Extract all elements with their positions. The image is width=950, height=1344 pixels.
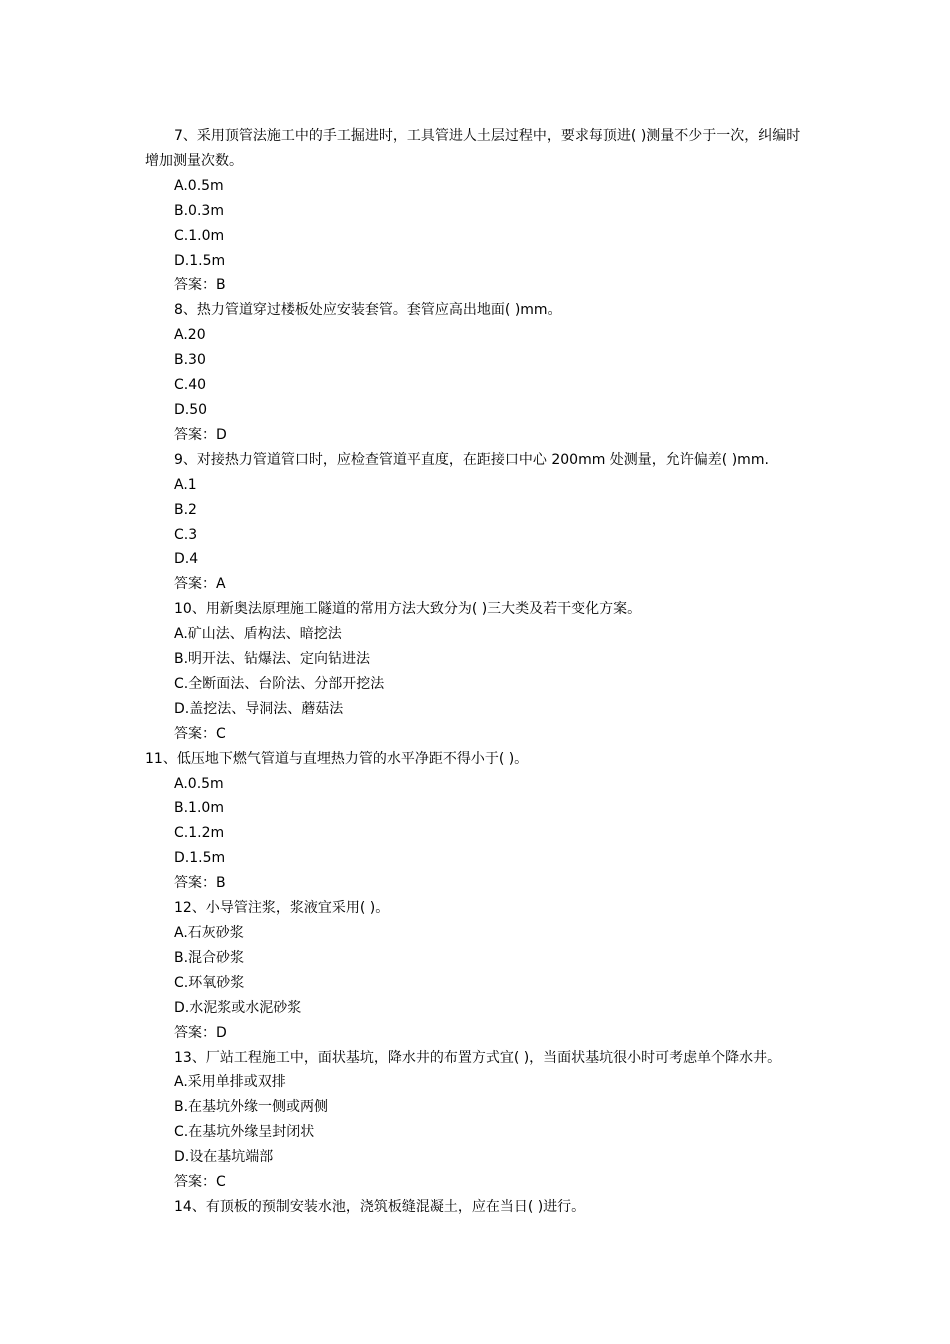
option-7-b: B.0.3m xyxy=(174,202,224,219)
option-9-a: A.1 xyxy=(174,476,197,493)
answer-8: 答案：D xyxy=(174,426,227,443)
answer-10: 答案：C xyxy=(174,725,226,742)
answer-13: 答案：C xyxy=(174,1174,226,1191)
option-10-c: C.全断面法、台阶法、分部开挖法 xyxy=(174,675,385,692)
option-9-d: D.4 xyxy=(174,551,199,568)
question-stem-12: 12、小导管注浆，浆液宜采用( )。 xyxy=(174,900,390,917)
option-10-a: A.矿山法、盾构法、暗挖法 xyxy=(174,626,342,643)
question-stem-8: 8、热力管道穿过楼板处应安装套管。套管应高出地面( )mm。 xyxy=(174,302,562,319)
option-12-b: B.混合砂浆 xyxy=(174,949,245,966)
option-11-a: A.0.5m xyxy=(174,775,224,792)
option-7-c: C.1.0m xyxy=(174,227,225,244)
option-7-d: D.1.5m xyxy=(174,252,226,269)
question-stem-7: 7、采用顶管法施工中的手工掘进时，工具管进人土层过程中，要求每顶进( )测量不少于一次，纠编时增加测量次数。 xyxy=(145,128,801,169)
question-stem-14: 14、有顶板的预制安装水池，浇筑板缝混凝土，应在当日( )进行。 xyxy=(174,1198,586,1215)
option-8-b: B.30 xyxy=(174,352,206,369)
question-stem-11: 11、低压地下燃气管道与直埋热力管的水平净距不得小于( )。 xyxy=(145,750,529,767)
answer-7: 答案：B xyxy=(174,277,226,294)
option-13-b: B.在基坑外缘一侧或两侧 xyxy=(174,1099,329,1116)
option-7-a: A.0.5m xyxy=(174,177,224,194)
option-12-c: C.环氧砂浆 xyxy=(174,974,245,991)
option-11-b: B.1.0m xyxy=(174,800,224,817)
option-10-d: D.盖挖法、导洞法、蘑菇法 xyxy=(174,700,344,717)
answer-9: 答案：A xyxy=(174,576,226,593)
option-11-c: C.1.2m xyxy=(174,825,225,842)
option-10-b: B.明开法、钻爆法、定向钻进法 xyxy=(174,651,371,668)
option-13-a: A.采用单排或双排 xyxy=(174,1074,286,1091)
question-stem-9: 9、对接热力管道管口时，应检查管道平直度，在距接口中心 200mm 处测量，允许偏差( )mm. xyxy=(174,451,769,468)
option-9-b: B.2 xyxy=(174,501,197,518)
option-8-c: C.40 xyxy=(174,377,207,394)
option-13-d: D.设在基坑端部 xyxy=(174,1149,274,1166)
question-list xyxy=(145,124,810,1220)
question-stem-13: 13、厂站工程施工中，面状基坑，降水井的布置方式宜( )，当面状基坑很小时可考虑单个降水井。 xyxy=(174,1049,782,1066)
option-9-c: C.3 xyxy=(174,526,198,543)
question-stem-10: 10、用新奥法原理施工隧道的常用方法大致分为( )三大类及若干变化方案。 xyxy=(174,601,642,618)
option-8-d: D.50 xyxy=(174,401,208,418)
option-12-d: D.水泥浆或水泥砂浆 xyxy=(174,999,302,1016)
option-11-d: D.1.5m xyxy=(174,850,226,867)
answer-11: 答案：B xyxy=(174,875,226,892)
option-13-c: C.在基坑外缘呈封闭状 xyxy=(174,1124,315,1141)
option-8-a: A.20 xyxy=(174,327,206,344)
option-12-a: A.石灰砂浆 xyxy=(174,925,244,941)
answer-12: 答案：D xyxy=(174,1024,227,1041)
